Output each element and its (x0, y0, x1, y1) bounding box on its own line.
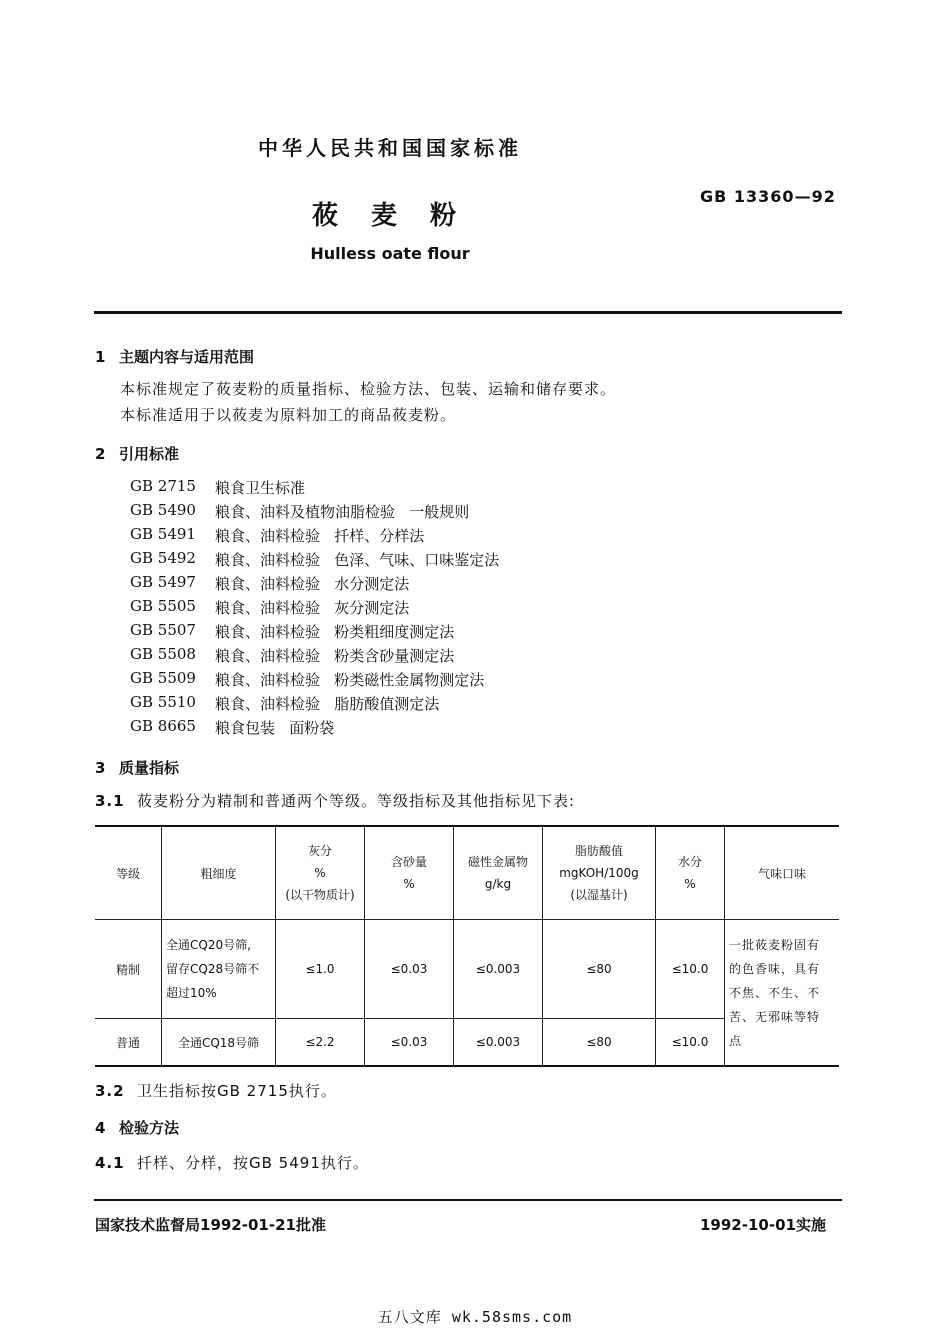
cell-sand: ≤0.03 (365, 1019, 454, 1067)
reference-title: 粮食、油料检验 水分测定法 (215, 575, 410, 593)
cell-line: 超过10% (166, 986, 217, 1000)
reference-code: GB 5490 (130, 501, 196, 519)
header-ash (276, 826, 365, 920)
header-line: (以干物质计) (285, 888, 355, 902)
effective-date: 1992-10-01实施 (700, 1216, 826, 1234)
clause-number: 3.2 (95, 1082, 125, 1100)
section-3-heading (95, 757, 179, 778)
cell-ash: ≤1.0 (276, 920, 365, 1019)
header-grade: 等级 (95, 826, 162, 920)
reference-code: GB 5507 (130, 621, 196, 639)
document-subtitle-en: Hulless oate flour (310, 244, 470, 263)
clause-3-2 (95, 1080, 337, 1101)
cell-line: 不焦、不生、不 (729, 985, 821, 1000)
footer-divider (94, 1199, 842, 1201)
standard-number: GB 13360—92 (700, 187, 836, 206)
header-line: 含砂量 (390, 855, 427, 869)
header-line: % (403, 877, 415, 891)
header-odor: 气味口味 (725, 826, 840, 920)
section-1-paragraph: 本标准规定了莜麦粉的质量指标、检验方法、包装、运输和储存要求。 (120, 380, 617, 398)
reference-title: 粮食、油料及植物油脂检验 一般规则 (215, 503, 470, 521)
reference-code: GB 5491 (130, 525, 196, 543)
cell-line: 全通CQ20号筛, (166, 938, 251, 952)
table-row (95, 920, 839, 1019)
reference-item (130, 477, 499, 501)
cell-odor (725, 920, 840, 1067)
quality-table (95, 825, 839, 1067)
reference-code: GB 2715 (130, 477, 196, 495)
reference-title: 粮食、油料检验 粉类含砂量测定法 (215, 647, 455, 665)
clause-4-1 (95, 1152, 369, 1173)
reference-code: GB 5492 (130, 549, 196, 567)
cell-fineness (162, 920, 276, 1019)
section-title: 质量指标 (119, 759, 180, 777)
header-magnetic (454, 826, 543, 920)
header-line: g/kg (484, 877, 512, 891)
header-line: mgKOH/100g (559, 866, 639, 880)
reference-code: GB 5508 (130, 645, 196, 663)
reference-item (130, 549, 499, 573)
cell-magnetic: ≤0.003 (454, 1019, 543, 1067)
header-line: 水分 (677, 855, 702, 869)
document-title: 莜 麦 粉 (311, 201, 469, 231)
header-fineness: 粗细度 (162, 826, 276, 920)
table-header-row (95, 826, 839, 920)
reference-item (130, 501, 499, 525)
reference-item (130, 597, 499, 621)
reference-title: 粮食卫生标准 (215, 479, 306, 497)
section-title: 检验方法 (119, 1119, 180, 1137)
header-line: 磁性金属物 (467, 855, 528, 869)
reference-item (130, 645, 499, 669)
cell-sand: ≤0.03 (365, 920, 454, 1019)
cell-fatty-acid: ≤80 (543, 920, 656, 1019)
reference-item (130, 573, 499, 597)
reference-title: 粮食、油料检验 粉类磁性金属物测定法 (215, 671, 485, 689)
section-1-paragraph: 本标准适用于以莜麦为原料加工的商品莜麦粉。 (120, 406, 457, 424)
header-moisture (656, 826, 725, 920)
clause-number: 3.1 (95, 792, 125, 810)
cell-line: 留存CQ28号筛不 (166, 962, 260, 976)
cell-grade: 普通 (95, 1019, 162, 1067)
cell-moisture: ≤10.0 (656, 1019, 725, 1067)
org-title: 中华人民共和国国家标准 (258, 136, 522, 160)
reference-item (130, 525, 499, 549)
cell-line: 点 (729, 1033, 743, 1048)
clause-text: 卫生指标按GB 2715执行。 (137, 1082, 337, 1100)
header-divider (94, 311, 842, 314)
cell-fineness: 全通CQ18号筛 (162, 1019, 276, 1067)
reference-item (130, 669, 499, 693)
header-fatty-acid (543, 826, 656, 920)
cell-grade: 精制 (95, 920, 162, 1019)
reference-title: 粮食、油料检验 灰分测定法 (215, 599, 410, 617)
reference-code: GB 8665 (130, 717, 196, 735)
reference-item (130, 717, 499, 741)
cell-fatty-acid: ≤80 (543, 1019, 656, 1067)
reference-title: 粮食、油料检验 扦样、分样法 (215, 527, 425, 545)
section-1-heading (95, 346, 254, 367)
section-4-heading (95, 1117, 179, 1138)
section-number: 4 (95, 1119, 106, 1137)
header-line: 脂肪酸值 (574, 844, 623, 858)
clause-number: 4.1 (95, 1154, 125, 1172)
reference-item (130, 621, 499, 645)
reference-title: 粮食、油料检验 粉类粗细度测定法 (215, 623, 455, 641)
reference-title: 粮食包装 面粉袋 (215, 719, 335, 737)
reference-code: GB 5509 (130, 669, 196, 687)
cell-ash: ≤2.2 (276, 1019, 365, 1067)
reference-code: GB 5497 (130, 573, 196, 591)
reference-title: 粮食、油料检验 脂肪酸值测定法 (215, 695, 440, 713)
site-watermark: 五八文库 wk.58sms.com (377, 1308, 573, 1326)
reference-code: GB 5510 (130, 693, 196, 711)
section-number: 2 (95, 445, 106, 463)
reference-code: GB 5505 (130, 597, 196, 615)
header-line: % (314, 866, 326, 880)
section-number: 3 (95, 759, 106, 777)
section-number: 1 (95, 348, 106, 366)
section-title: 引用标准 (119, 445, 180, 463)
cell-moisture: ≤10.0 (656, 920, 725, 1019)
reference-list (130, 477, 499, 741)
section-title: 主题内容与适用范围 (119, 348, 255, 366)
cell-line: 苦、无邪味等特 (729, 1009, 821, 1024)
clause-text: 扦样、分样，按GB 5491执行。 (137, 1154, 369, 1172)
header-line: % (684, 877, 696, 891)
header-line: (以湿基计) (570, 888, 628, 902)
header-line: 灰分 (307, 844, 332, 858)
cell-line: 的色香味，具有 (729, 961, 821, 976)
cell-magnetic: ≤0.003 (454, 920, 543, 1019)
reference-title: 粮食、油料检验 色泽、气味、口味鉴定法 (215, 551, 500, 569)
reference-item (130, 693, 499, 717)
section-2-heading (95, 443, 179, 464)
header-sand (365, 826, 454, 920)
clause-3-1 (95, 790, 575, 811)
approval-line: 国家技术监督局1992-01-21批准 (95, 1216, 326, 1234)
clause-text: 莜麦粉分为精制和普通两个等级。等级指标及其他指标见下表: (137, 792, 576, 810)
cell-line: 一批莜麦粉固有 (729, 937, 821, 952)
